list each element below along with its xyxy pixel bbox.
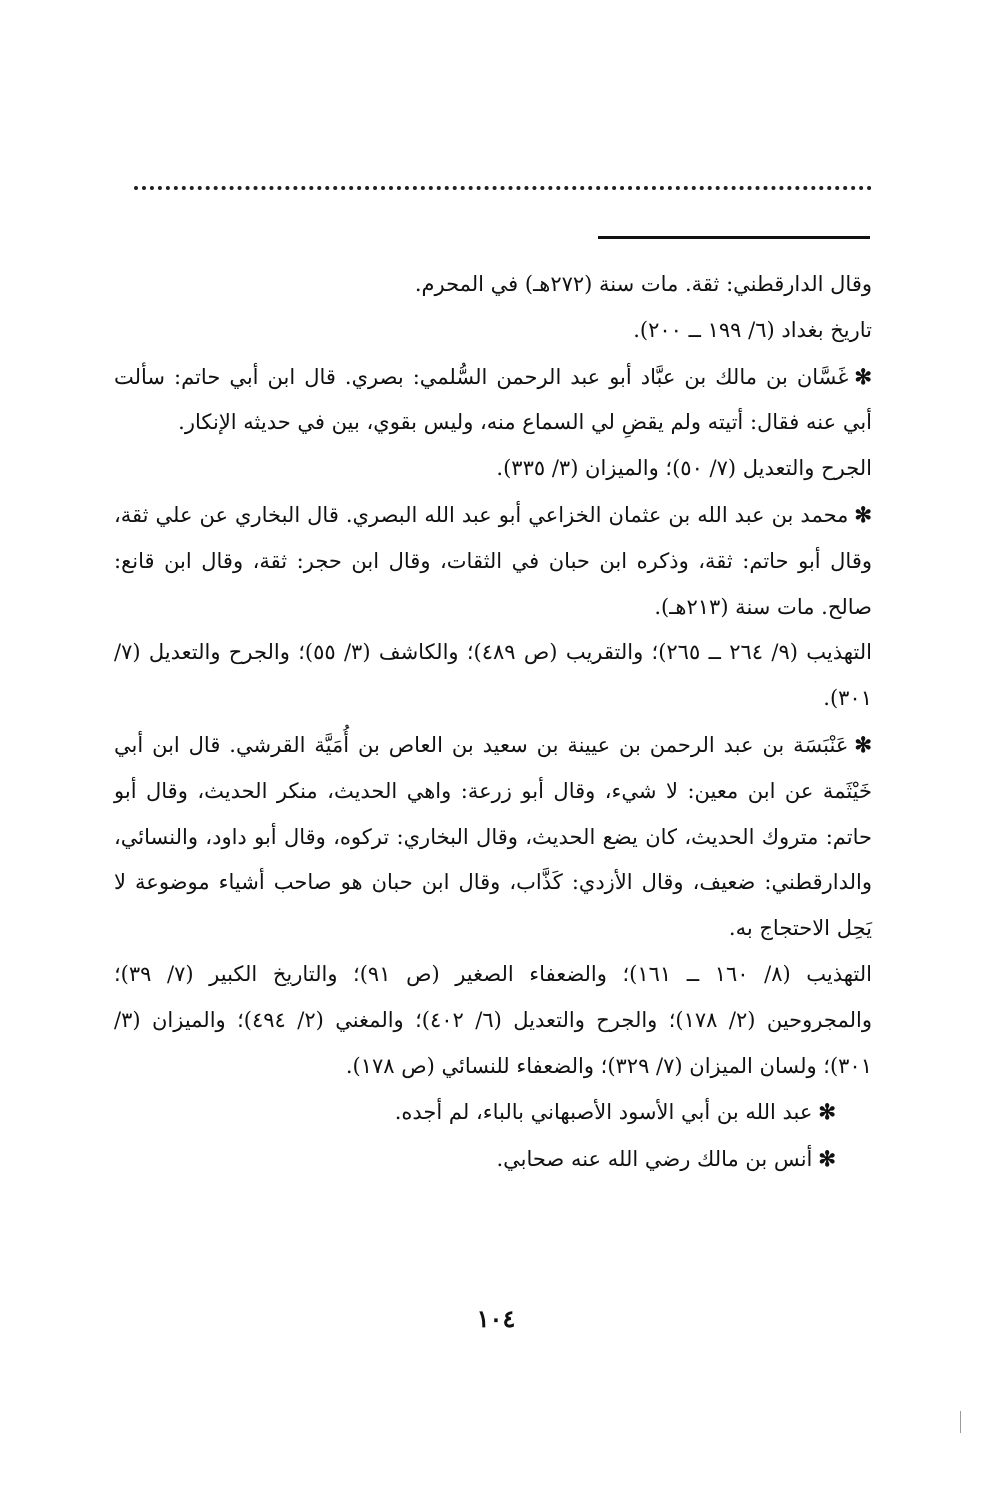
entry-paragraph — [114, 492, 872, 630]
star-icon: ✻ — [854, 731, 872, 757]
reference-paragraph — [114, 630, 872, 722]
star-icon: ✻ — [818, 1099, 836, 1125]
paragraph-text: غَسَّان بن مالك بن عبَّاد أبو عبد الرحمن السُّلمي: بصري. قال ابن أبي حاتم: سألت أبي عنه فقال: أتيته ولم يقضِ لي السماع منه، وليس بقوي، بين في حديثه الإنكار. — [114, 364, 872, 435]
paragraph-text: محمد بن عبد الله بن عثمان الخزاعي أبو عبد الله البصري. قال البخاري عن علي ثقة، وقال أبو حاتم: ثقة، وذكره ابن حبان في الثقات، وقال ابن حجر: ثقة، وقال ابن قانع: صالح. مات سنة (٢١٣هـ). — [114, 502, 872, 619]
paragraph-text: التهذيب (٨/ ١٦٠ ــ ١٦١)؛ والضعفاء الصغير (ص ٩١)؛ والتاريخ الكبير (٧/ ٣٩)؛ والمجروحين (٢/ ١٧٨)؛ والجرح والتعديل (٦/ ٤٠٢)؛ والمغني (٢/ ٤٩٤)؛ والميزان (٣/ ٣٠١)؛ ولسان الميزان (٧/ ٣٢٩)؛ والضعفاء للنسائي (ص ١٧٨). — [114, 961, 872, 1078]
entry-paragraph — [114, 1136, 872, 1183]
paragraph-text: وقال الدارقطني: ثقة. مات سنة (٢٧٢هـ) في المحرم. — [414, 272, 872, 296]
reference-paragraph — [114, 446, 872, 492]
paragraph-text: الجرح والتعديل (٧/ ٥٠)؛ والميزان (٣/ ٣٣٥). — [496, 456, 872, 481]
entry-paragraph — [114, 354, 872, 447]
margin-mark — [960, 1411, 961, 1433]
star-icon: ✻ — [818, 1146, 836, 1172]
footnote-rule — [598, 236, 870, 239]
paragraph-text: أنس بن مالك رضي الله عنه صحابي. — [496, 1147, 813, 1172]
page-number: ١٠٤ — [476, 1304, 516, 1333]
entry-paragraph — [114, 1089, 872, 1136]
paragraph-text: عبد الله بن أبي الأسود الأصبهاني بالباء، لم أجده. — [394, 1100, 813, 1125]
page-body — [114, 262, 872, 1183]
reference-paragraph — [114, 262, 872, 308]
reference-paragraph — [114, 952, 872, 1089]
star-icon: ✻ — [854, 363, 872, 389]
reference-paragraph — [114, 308, 872, 354]
dotted-separator — [134, 186, 872, 190]
entry-paragraph — [114, 722, 872, 952]
paragraph-text: عَنْبَسَة بن عبد الرحمن بن عيينة بن سعيد بن العاص بن أُمَيَّة القرشي. قال ابن أبي خَيْثَمة عن ابن معين: لا شيء، وقال أبو زرعة: واهي الحديث، منكر الحديث، وقال أبو حاتم: متروك الحديث، كان يضع الحديث، وقال البخاري: تركوه، وقال أبو داود، والنسائي، والدارقطني: ضعيف، وقال الأزدي: كَذَّاب، وقال ابن حبان هو صاحب أشياء موضوعة لا يَحِل الاحتجاج به. — [114, 732, 872, 941]
paragraph-text: تاريخ بغداد (٦/ ١٩٩ ــ ٢٠٠). — [633, 317, 872, 342]
star-icon: ✻ — [854, 501, 872, 527]
paragraph-text: التهذيب (٩/ ٢٦٤ ــ ٢٦٥)؛ والتقريب (ص ٤٨٩)؛ والكاشف (٣/ ٥٥)؛ والجرح والتعديل (٧/ ٣٠١). — [114, 640, 872, 711]
